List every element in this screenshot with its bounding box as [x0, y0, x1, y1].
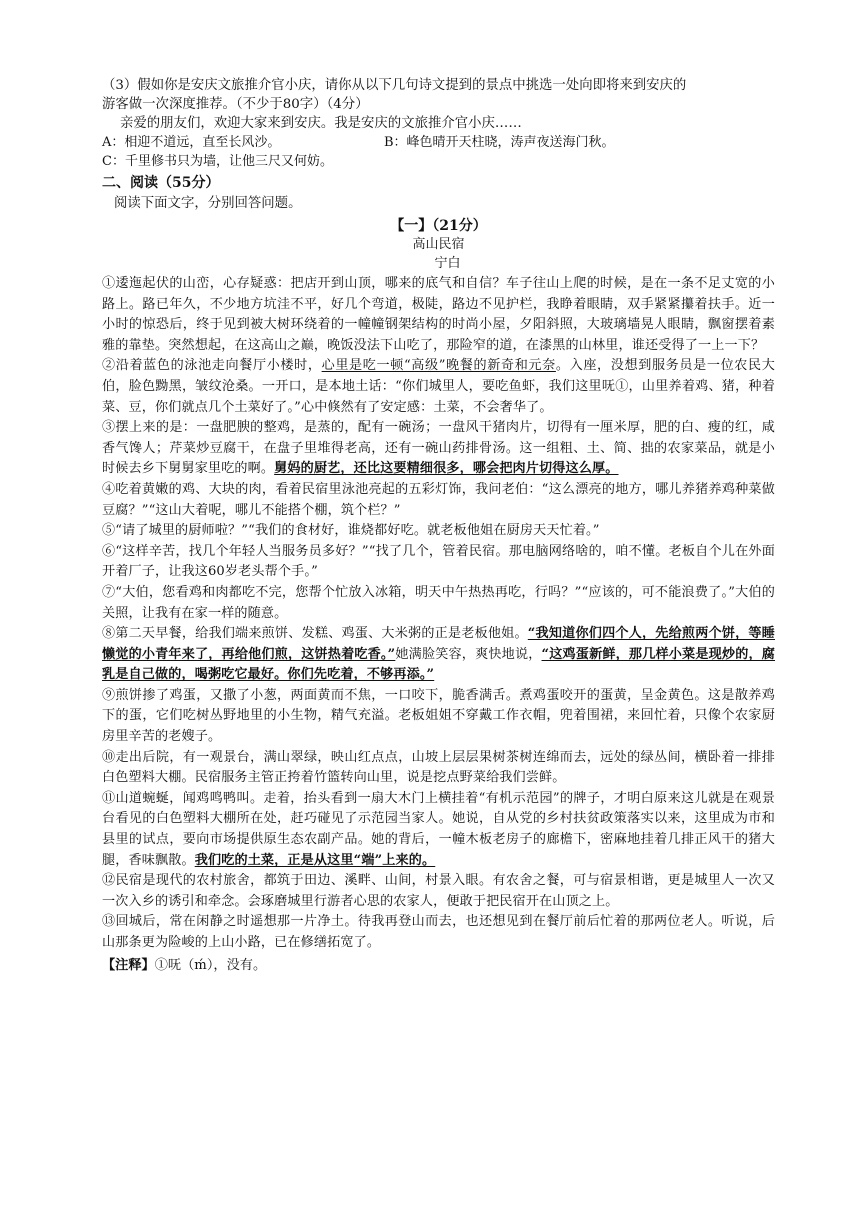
paragraph-2-text-b: 。入座，没想到服务员是一位农民大伯，脸色黝黑，皱纹沧桑。一开口，是本地土话：“你们城里人，要吃鱼虾，我们这里呒①，山里养着鸡、猪，种着菜、豆，你们就点几个土菜好了。”心中倏然有了安定感：土菜，不会奢华了。: [102, 358, 775, 415]
paragraph-8-underlined-1: “我知道你们四个人，先给煎两个饼，等睡懒觉的小青年来了，再给他们煎，这饼热着吃香。”: [102, 626, 775, 662]
paragraph-5: ⑤“请了城里的厨师啦？”“我们的食材好，谁烧都好吃。就老板他姐在厨房天天忙着。”: [102, 523, 600, 539]
paragraph-3: [102, 418, 775, 480]
paragraph-1: ①逶迤起伏的山峦，心存疑惑：把店开到山顶，哪来的底气和自信？车子往山上爬的时候，是在一条不足丈宽的小路上。路已年久，不少地方坑洼不平，好几个弯道，极陡，路边不见护栏，我睁着眼睛，双手紧紧攥着扶手。近一小时的惊恐后，终于见到被大树环绕着的一幢幢钢架结构的时尚小屋，夕阳斜照，大玻璃墙晃人眼睛，飘窗摆着素雅的靠垫。突然想起，在这高山之巅，晚饭没法下山吃了，那险窄的道，在漆黑的山林里，谁还受得了一上一下？: [102, 276, 775, 353]
annotation-note: [102, 956, 775, 976]
paragraph-9: ⑨煎饼掺了鸡蛋，又撒了小葱，两面黄而不焦，一口咬下，脆香满舌。煮鸡蛋咬开的蛋黄，呈金黄色。这是散养鸡下的蛋，它们吃树丛野地里的小生物，精气充溢。老板姐姐不穿戴工作衣帽，兜着围裙，来回忙着，只像个农家厨房里辛苦的老嫂子。: [102, 687, 775, 745]
question-3-prompt-line2: 游客做一次深度推荐。（不少于80字）（4分）: [102, 97, 369, 112]
paragraph-2: [102, 356, 775, 418]
paragraph-11: [102, 789, 775, 871]
question-3: [102, 76, 775, 171]
paragraph-13: ⑬回城后，常在闲静之时遥想那一片净土。待我再登山而去，也还想见到在餐厅前后忙着的那两位老人。听说，后山那条更为险峻的上山小路，已在修缮拓宽了。: [102, 914, 775, 950]
paragraph-12: ⑫民宿是现代的农村旅舍，都筑于田边、溪畔、山间，村景入眼。有农舍之餐，可与宿景相谐，更是城里人一次又一次入乡的诱引和牵念。会琢磨城里行游者心思的农家人，便敢于把民宿开在山顶之上。: [102, 873, 775, 909]
paragraph-2-underlined: 心里是吃一顿“高级”晚餐的新奇和元奈: [321, 358, 556, 374]
essay-author: 宁白: [434, 256, 461, 271]
paragraph-4: ④吃着黄嫩的鸡、大块的肉，看着民宿里泳池亮起的五彩灯饰，我问老伯：“这么漂亮的地方，哪儿养猪养鸡种菜做豆腐？”“这山大着呢，哪儿不能搭个棚，筑个栏？”: [102, 481, 775, 518]
paragraph-7: ⑦“大伯，您看鸡和肉都吃不完，您帮个忙放入冰箱，明天中午热热再吃，行吗？”“应该的，可不能浪费了。”大伯的关照，让我有在家一样的随意。: [102, 584, 775, 621]
note-label: 【注释】: [102, 957, 155, 973]
question-3-options-row-2: [102, 152, 775, 171]
section-instruction: 阅读下面文字，分别回答问题。: [114, 196, 302, 211]
paragraph-10: ⑩走出后院，有一观景台，满山翠绿，映山红点点，山坡上层层果树茶树连绵而去，远处的绿丛间，横卧着一排排白色塑料大棚。民宿服务主管正挎着竹篮转向山里，说是挖点野菜给我们尝鲜。: [102, 749, 775, 786]
option-c: C：千里修书只为墙，让他三尺又何妨。: [102, 154, 333, 169]
essay-body: [102, 274, 775, 954]
paragraph-3-text-a: ③摆上来的是：一盘肥腴的整鸡，是蒸的，配有一碗汤；一盘风干猪肉片，切得有一厘米厚，肥的白、瘦的红，咸香气馋人；芹菜炒豆腐干，在盘子里堆得老高，还有一碗山药排骨汤。这一组粗、土、简、拙的农家菜品，就是小时候去乡下舅舅家里吃的啊。: [102, 420, 775, 477]
option-b: B：峰色晴开天柱晓，涛声夜送海门秋。: [384, 135, 615, 150]
paragraph-11-text-a: ⑪山道蜿蜒，闻鸡鸣鸭叫。走着，抬头看到一扇大木门上横挂着“有机示范园”的牌子，才明白原来这儿就是在观景台看见的白色塑料大棚所在处，赶巧碰见了示范园当家人。她说，自从党的乡村扶贫政策落实以来，这里成为市和县里的试点，要向市场提供原生态农副产品。她的背后，一幢木板老房子的廊檐下，密麻地挂着几排正风干的猪大腿，香味飘散。: [102, 790, 775, 868]
part-title: 【一】（21分）: [390, 218, 487, 234]
option-a: A：相迎不道远，直至长风沙。: [102, 135, 281, 150]
section-heading: 二、阅读（55分）: [102, 175, 220, 191]
essay-title: 高山民宿: [412, 237, 465, 252]
paragraph-8-text-mid: 她满脸笑容，爽快地说，: [395, 646, 542, 662]
paragraph-8-underlined-2: “这鸡蛋新鲜，那几样小菜是现炒的，腐乳是自己做的，喝粥吃它最好。你们先吃着，不够再添。”: [102, 646, 776, 683]
paragraph-2-text-a: ②沿着蓝色的泳池走向餐厅小楼时，: [102, 358, 322, 374]
paragraph-3-underlined: 舅妈的厨艺，还比这要精细很多，哪会把肉片切得这么厚。: [274, 461, 619, 477]
paragraph-11-underlined: 我们吃的土菜，正是从这里“端”上来的。: [194, 852, 436, 868]
question-3-options-row: [102, 133, 775, 152]
paragraph-6: ⑥“这样辛苦，找几个年轻人当服务员多好？”“找了几个，管着民宿。那电脑网络啥的，咱不懂。老板自个儿在外面开着厂子，让我这60岁老头帮个手。”: [102, 543, 775, 580]
note-text: ①呒（ḿ），没有。: [154, 957, 267, 973]
question-3-prompt-line1: （3）假如你是安庆文旅推介官小庆，请你从以下几句诗文提到的景点中挑选一处向即将来到安庆的: [102, 78, 687, 93]
paragraph-8: [102, 624, 775, 686]
question-3-opening: 亲爱的朋友们，欢迎大家来到安庆。我是安庆的文旅推介官小庆……: [120, 116, 522, 131]
paragraph-8-text-a: ⑧第二天早餐，给我们端来煎饼、发糕、鸡蛋、大米粥的正是老板他姐。: [102, 626, 528, 642]
